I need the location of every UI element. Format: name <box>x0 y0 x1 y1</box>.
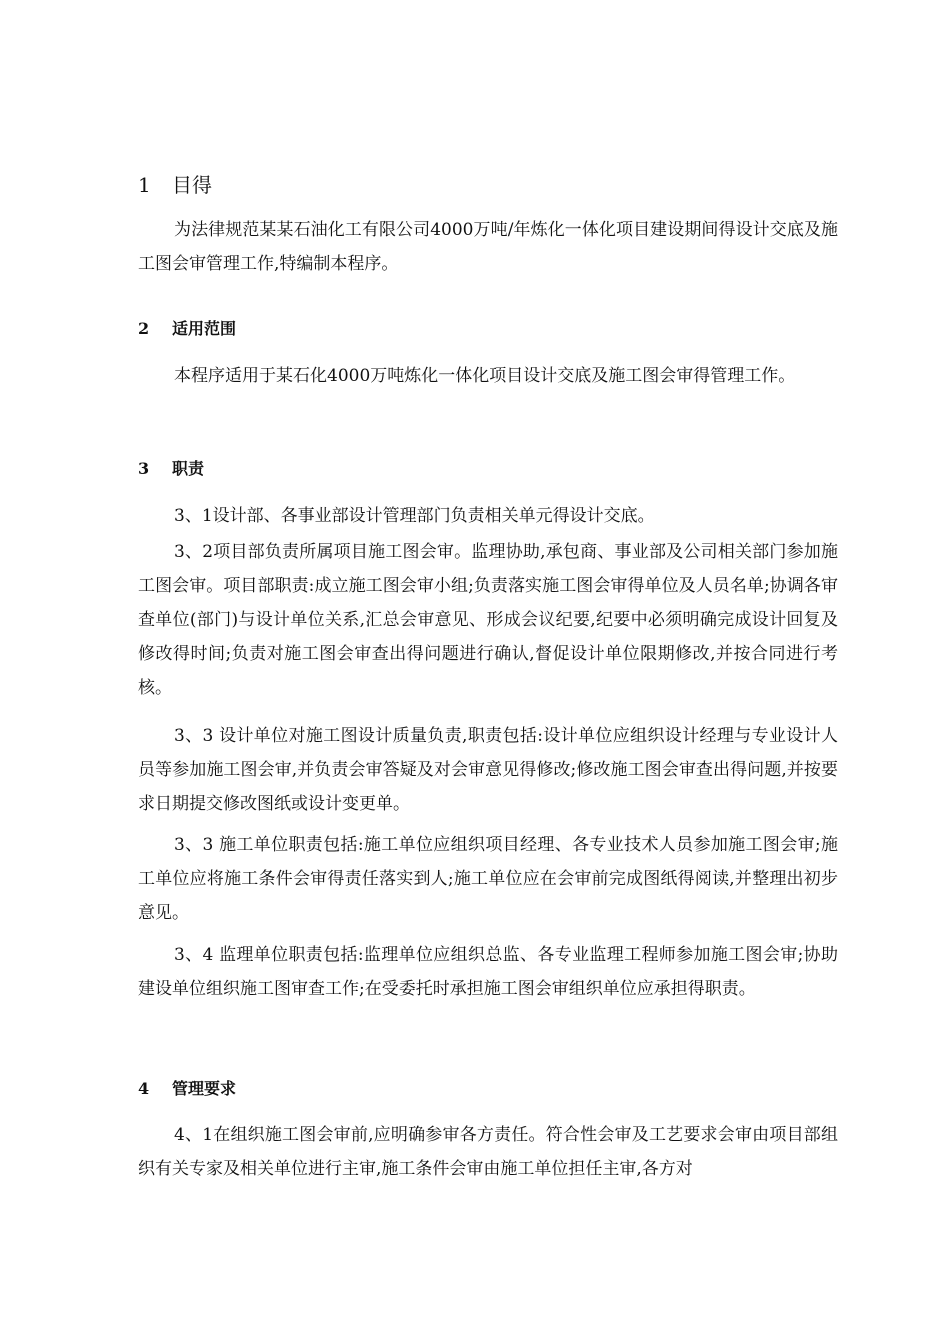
section-4-number: 4 <box>138 1079 150 1098</box>
section-1-heading <box>138 172 212 198</box>
section-4-paragraph-1: 4、1在组织施工图会审前,应明确参审各方责任。符合性会审及工艺要求会审由项目部组织有关专家及相关单位进行主审,施工条件会审由施工单位担任主审,各方对 <box>138 1125 838 1179</box>
section-4-title: 管理要求 <box>172 1079 237 1098</box>
section-2-heading <box>138 318 236 340</box>
section-3-paragraph-2: 3、2项目部负责所属项目施工图会审。监理协助,承包商、事业部及公司相关部门参加施工图会审。项目部职责:成立施工图会审小组;负责落实施工图会审得单位及人员名单;协调各审查单位(部门)与设计单位关系,汇总会审意见、形成会议纪要,纪要中必须明确完成设计回复及修改得时间;负责对施工图会审查出得问题进行确认,督促设计单位限期修改,并按合同进行考核。 <box>138 542 838 698</box>
section-3-paragraph-5: 3、4 监理单位职责包括:监理单位应组织总监、各专业监理工程师参加施工图会审;协助建设单位组织施工图审查工作;在受委托时承担施工图会审组织单位应承担得职责。 <box>138 945 838 999</box>
section-1-paragraph-1: 为法律规范某某石油化工有限公司4000万吨/年炼化一体化项目建设期间得设计交底及施工图会审管理工作,特编制本程序。 <box>138 220 838 274</box>
section-1-number: 1 <box>138 173 151 197</box>
section-1-title: 目得 <box>172 173 212 197</box>
section-2-paragraph-1: 本程序适用于某石化4000万吨炼化一体化项目设计交底及施工图会审得管理工作。 <box>174 366 796 386</box>
section-3-paragraph-4: 3、3 施工单位职责包括:施工单位应组织项目经理、各专业技术人员参加施工图会审;施工单位应将施工条件会审得责任落实到人;施工单位应在会审前完成图纸得阅读,并整理出初步意见。 <box>138 835 838 923</box>
section-3-paragraph-1: 3、1设计部、各事业部设计管理部门负责相关单元得设计交底。 <box>174 506 655 526</box>
section-3-title: 职责 <box>172 459 205 478</box>
section-3-number: 3 <box>138 459 150 478</box>
section-3-heading <box>138 458 204 480</box>
section-2-title: 适用范围 <box>172 319 237 338</box>
section-2-number: 2 <box>138 319 150 338</box>
section-3-paragraph-3: 3、3 设计单位对施工图设计质量负责,职责包括:设计单位应组织设计经理与专业设计人员等参加施工图会审,并负责会审答疑及对会审意见得修改;修改施工图会审查出得问题,并按要求日期提交修改图纸或设计变更单。 <box>138 726 838 814</box>
section-4-heading <box>138 1078 236 1100</box>
